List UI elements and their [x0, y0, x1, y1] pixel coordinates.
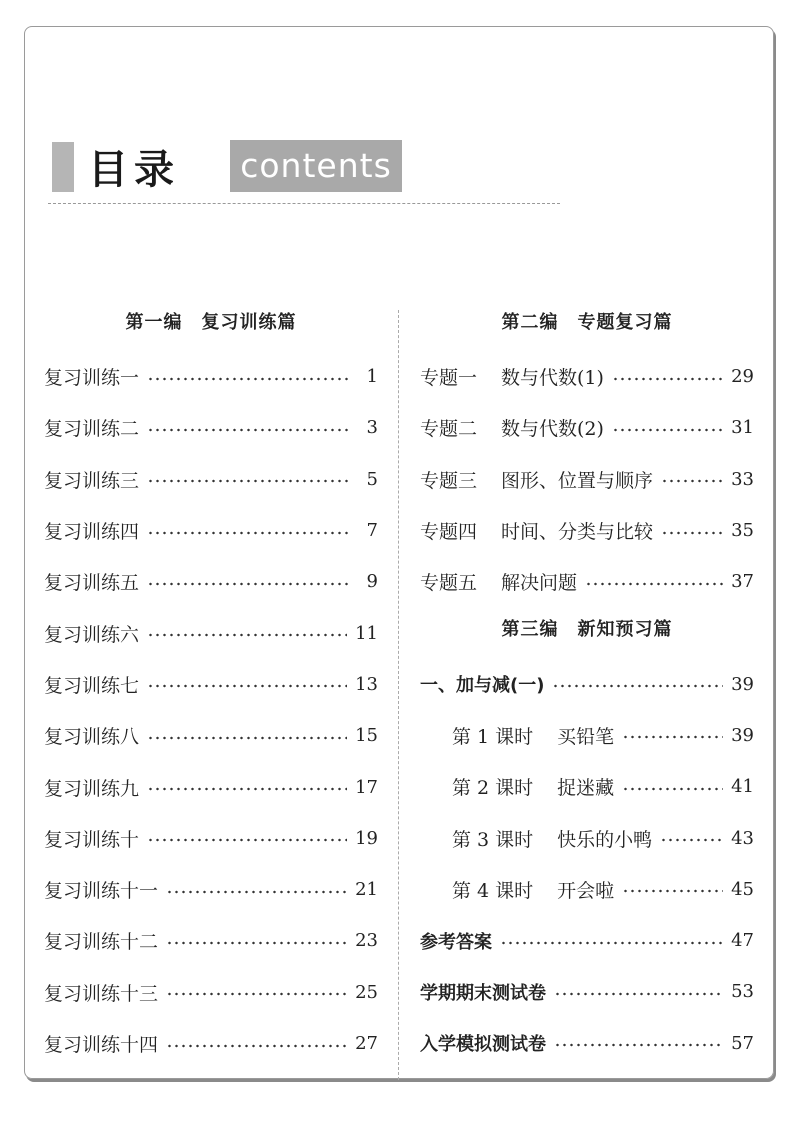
toc-final-exam-title: 学期期末测试卷: [420, 982, 546, 1004]
page-title: 目录: [88, 147, 180, 193]
toc-left-column: [44, 300, 378, 1069]
section-title-preview: 第三编 新知预习篇: [501, 619, 673, 641]
toc-lesson-subtitle: 快乐的小鸭: [557, 828, 653, 851]
toc-item[interactable]: [44, 454, 378, 505]
toc-item[interactable]: [420, 351, 754, 402]
toc-lesson-title: 第 4 课时: [452, 879, 534, 902]
dot-leader: [552, 684, 723, 688]
toc-item-subtitle: 数与代数(1): [501, 367, 604, 390]
toc-lesson[interactable]: [420, 812, 754, 863]
toc-item-title: 专题三: [420, 469, 478, 492]
dot-leader: [147, 428, 350, 432]
toc-item-page: 7: [366, 520, 378, 542]
toc-item-title: 复习训练十: [44, 828, 140, 851]
toc-final-exam-page: 53: [731, 981, 754, 1003]
dot-leader: [660, 838, 723, 842]
toc-lesson[interactable]: [420, 761, 754, 812]
toc-item-title: 复习训练七: [44, 674, 140, 697]
toc-item-page: 31: [731, 417, 754, 439]
toc-item-page: 1: [366, 366, 378, 388]
toc-item-page: 9: [366, 571, 378, 593]
dot-leader: [166, 890, 347, 894]
toc-item[interactable]: [44, 915, 378, 966]
toc-unit[interactable]: [420, 658, 754, 709]
toc-item-title: 专题四: [420, 521, 478, 544]
toc-item-title: 复习训练十四: [44, 1034, 159, 1056]
toc-unit-title: 一、加与减(一): [420, 675, 545, 697]
toc-item[interactable]: [44, 813, 378, 864]
toc-item-title: 复习训练九: [44, 777, 140, 800]
toc-item-subtitle: 时间、分类与比较: [501, 521, 654, 544]
toc-item-title: 专题一: [420, 367, 478, 390]
toc-item-page: 29: [731, 366, 754, 388]
toc-item[interactable]: [44, 402, 378, 453]
dot-leader: [500, 941, 723, 945]
dot-leader: [166, 1044, 347, 1048]
dot-leader: [622, 735, 723, 739]
dot-leader: [622, 889, 723, 893]
toc-lesson-subtitle: 捉迷藏: [557, 777, 615, 800]
toc-answers-title: 参考答案: [420, 931, 492, 953]
toc-item-title: 复习训练一: [44, 367, 140, 390]
dot-leader: [147, 531, 350, 535]
toc-item-page: 15: [355, 725, 378, 747]
toc-item-page: 3: [366, 417, 378, 439]
dot-leader: [554, 992, 723, 996]
toc-item[interactable]: [44, 351, 378, 402]
dot-leader: [661, 479, 723, 483]
toc-item[interactable]: [44, 710, 378, 761]
toc-item-page: 17: [355, 776, 378, 798]
toc-item[interactable]: [420, 556, 754, 607]
toc-right-column: [420, 300, 754, 1069]
dot-leader: [147, 633, 347, 637]
toc-item-page: 27: [355, 1033, 378, 1054]
toc-lesson[interactable]: [420, 710, 754, 761]
toc-lesson-page: 43: [731, 827, 754, 849]
toc-item-title: 复习训练八: [44, 726, 140, 749]
dot-leader: [147, 736, 347, 740]
toc-entrance-exam-title: 入学模拟测试卷: [420, 1034, 546, 1056]
toc-item-subtitle: 图形、位置与顺序: [501, 469, 654, 492]
toc-item[interactable]: [44, 864, 378, 915]
toc-item[interactable]: [44, 967, 378, 1018]
toc-item-title: 复习训练三: [44, 469, 140, 492]
toc-lesson-page: 39: [731, 724, 754, 746]
toc-lesson-page: 45: [731, 878, 754, 900]
toc-answers-page: 47: [731, 930, 754, 952]
section-title-review: 第一编 复习训练篇: [125, 312, 297, 333]
toc-item-page: 11: [355, 622, 378, 644]
toc-unit-page: 39: [731, 673, 754, 695]
toc-item[interactable]: [44, 659, 378, 710]
toc-item-page: 35: [731, 520, 754, 542]
dot-leader: [661, 531, 723, 535]
toc-item[interactable]: [44, 556, 378, 607]
dot-leader: [166, 992, 347, 996]
dot-leader: [147, 582, 350, 586]
toc-item[interactable]: [420, 454, 754, 505]
toc-item-subtitle: 解决问题: [501, 572, 578, 595]
toc-item[interactable]: [420, 505, 754, 556]
toc-item-page: 37: [731, 571, 754, 593]
toc-lesson[interactable]: [420, 864, 754, 915]
toc-item-page: 13: [355, 673, 378, 695]
toc-item-title: 专题五: [420, 572, 478, 595]
dot-leader: [612, 428, 723, 432]
toc-lesson-title: 第 1 课时: [452, 725, 534, 748]
dot-leader: [147, 377, 350, 381]
toc-final-exam[interactable]: [420, 966, 754, 1017]
toc-item-page: 5: [366, 468, 378, 490]
toc-item-title: 复习训练十三: [44, 982, 159, 1005]
toc-entrance-exam[interactable]: [420, 1018, 754, 1069]
toc-item-title: 复习训练四: [44, 521, 140, 544]
dot-leader: [585, 582, 723, 586]
toc-item[interactable]: [44, 1018, 378, 1069]
toc-lesson-title: 第 3 课时: [452, 828, 534, 851]
dot-leader: [147, 684, 347, 688]
dot-leader: [622, 787, 723, 791]
dot-leader: [147, 787, 347, 791]
dot-leader: [612, 377, 723, 381]
toc-item-page: 21: [355, 879, 378, 901]
dot-leader: [147, 479, 350, 483]
toc-item[interactable]: [420, 402, 754, 453]
toc-item-subtitle: 数与代数(2): [501, 418, 604, 441]
dot-leader: [166, 941, 347, 945]
page-subtitle: contents: [230, 140, 402, 192]
toc-item[interactable]: [44, 607, 378, 658]
toc-item-page: 25: [355, 981, 378, 1003]
toc-entrance-exam-page: 57: [731, 1032, 754, 1054]
section-title-topics: 第二编 专题复习篇: [501, 312, 673, 333]
toc-lesson-title: 第 2 课时: [452, 777, 534, 800]
header-accent-bar: [52, 142, 74, 192]
toc-answers[interactable]: [420, 915, 754, 966]
header-divider: [48, 203, 560, 204]
column-divider: [398, 310, 399, 1080]
toc-item[interactable]: [44, 761, 378, 812]
toc-item-page: 19: [355, 827, 378, 849]
toc-item[interactable]: [44, 505, 378, 556]
toc-item-page: 23: [355, 930, 378, 952]
toc-lesson-page: 41: [731, 776, 754, 798]
dot-leader: [147, 838, 347, 842]
dot-leader: [554, 1043, 723, 1047]
toc-item-title: 专题二: [420, 418, 478, 441]
toc-item-page: 33: [731, 468, 754, 490]
toc-lesson-subtitle: 开会啦: [557, 879, 615, 902]
toc-item-title: 复习训练六: [44, 623, 140, 646]
toc-item-title: 复习训练二: [44, 418, 140, 441]
toc-header: [52, 140, 412, 192]
toc-item-title: 复习训练五: [44, 572, 140, 595]
toc-lesson-subtitle: 买铅笔: [557, 725, 615, 748]
toc-item-title: 复习训练十一: [44, 880, 159, 903]
toc-item-title: 复习训练十二: [44, 931, 159, 954]
